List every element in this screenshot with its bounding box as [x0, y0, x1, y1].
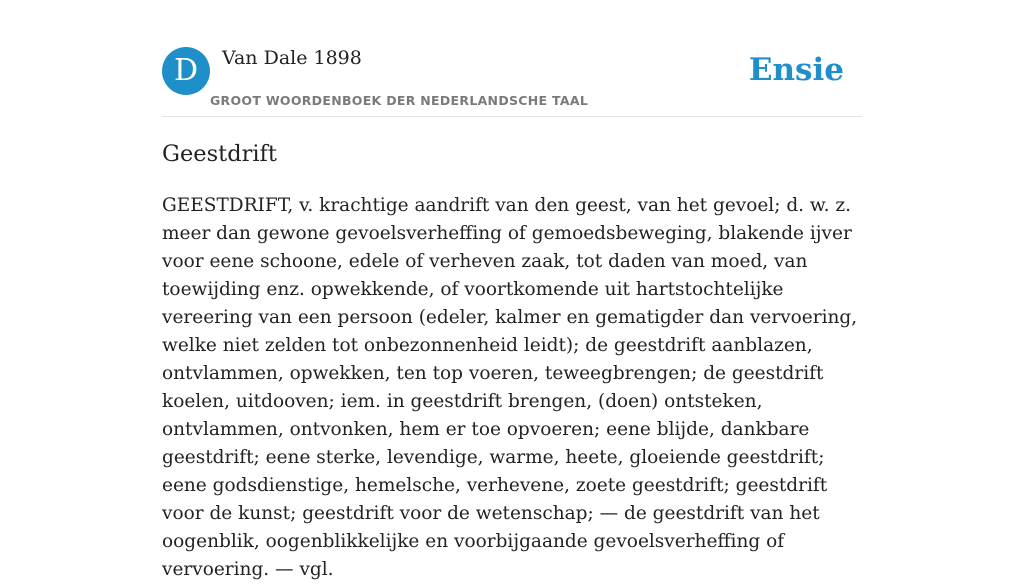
- brand-logo[interactable]: Ensie: [748, 52, 844, 88]
- page-title: Geestdrift: [162, 141, 277, 167]
- definition-text: GEESTDRIFT, v. krachtige aandrift van den geest, van het gevoel; d. w. z. meer dan gewone gevoelsverheffing of gemoedsbeweging, blakende ijver voor eene schoone, edele of verheven zaak, tot daden van moed, van toewijding enz. opwekkende, of voortkomende uit hartstochtelijke vereering van een persoon (edeler, kalmer en gematigder dan vervoering, welke niet zelden tot onbezonnenheid leidt); de geestdrift aanblazen, ontvlammen, opwekken, ten top voeren, teweegbrengen; de geestdrift koelen, uitdooven; iem. in geestdrift brengen, (doen) ontsteken, ontvlammen, ontvonken, hem er toe opvoeren; eene blijde, dankbare geestdrift; eene sterke, levendige, warme, heete, gloeiende geestdrift; eene godsdienstige, hemelsche, verhevene, zoete geestdrift; geestdrift voor de kunst; geestdrift voor de wetenschap; — de geestdrift van het oogenblik, oogenblikkelijke en voorbijgaande gevoelsverheffing of vervoering. — vgl.: [162, 195, 858, 580]
- source-subtitle: GROOT WOORDENBOEK DER NEDERLANDSCHE TAAL: [210, 93, 589, 108]
- source-title[interactable]: Van Dale 1898: [222, 47, 362, 69]
- header: [162, 46, 862, 117]
- source-logo-icon[interactable]: D: [162, 47, 210, 95]
